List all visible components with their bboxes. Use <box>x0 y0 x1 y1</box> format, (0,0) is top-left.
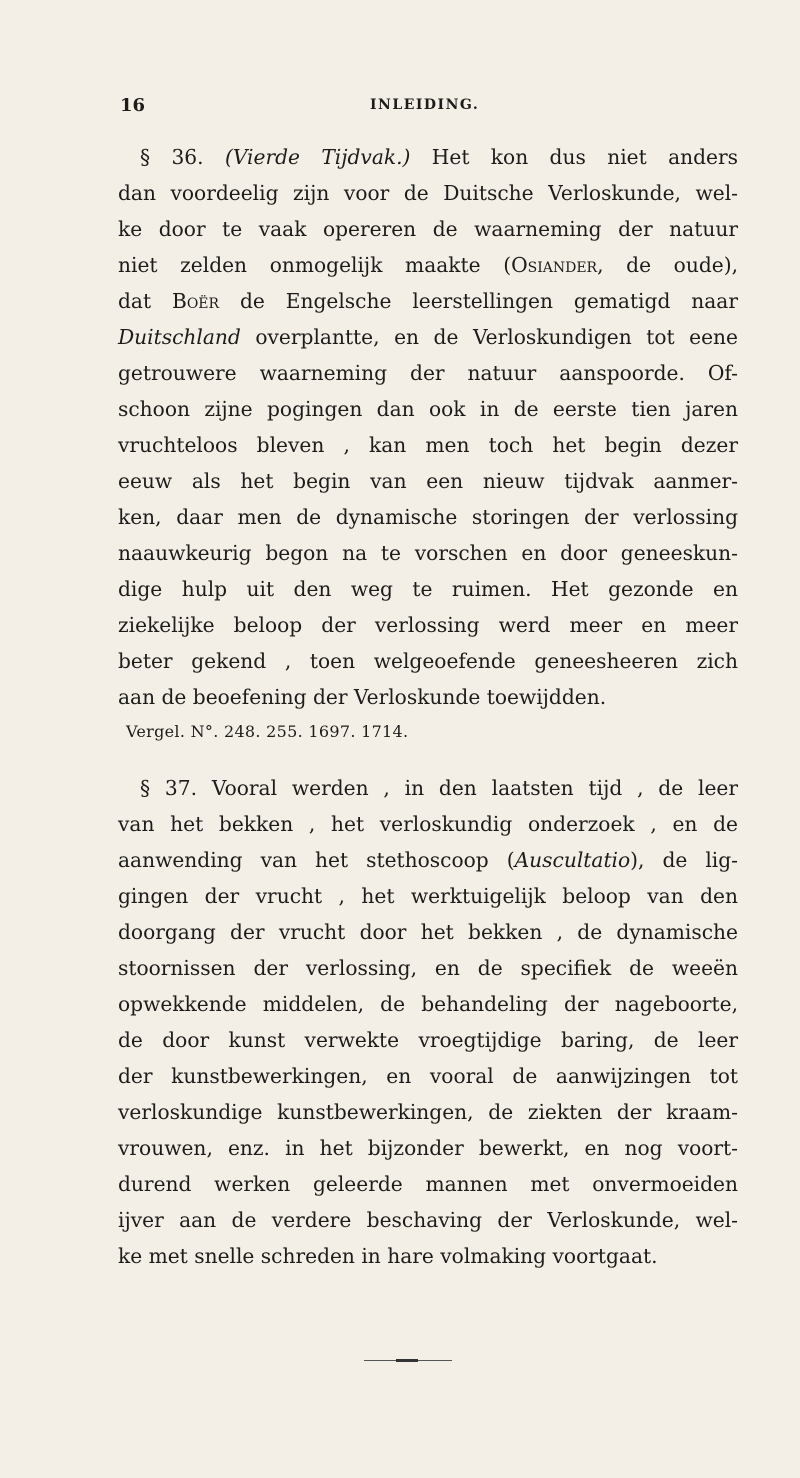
text-fragment: niet zelden onmogelijk maakte ( <box>118 253 512 277</box>
page-header <box>0 95 800 115</box>
text-line: aan de beoefening der Verloskunde toewijdden. <box>118 685 607 709</box>
text-line: dige hulp uit den weg te ruimen. Het gezonde en <box>118 577 738 601</box>
text-line: ijver aan de verdere beschaving der Verloskunde, wel- <box>118 1208 738 1232</box>
text-line: ke door te vaak opereren de waarneming der natuur <box>118 217 738 241</box>
author-name: Osiander <box>511 253 598 277</box>
text-fragment: , de oude), <box>597 253 738 277</box>
text-fragment: aanwending van het stethoscoop ( <box>118 848 515 872</box>
section-marker: § 37. <box>140 776 198 800</box>
text-line: ken, daar men de dynamische storingen der verlossing <box>118 505 738 529</box>
text-line: ziekelijke beloop der verlossing werd meer en meer <box>118 613 738 637</box>
section-title: (Vierde Tijdvak.) <box>224 145 411 169</box>
emphasis: Duitschland <box>118 325 241 349</box>
text-line: dan voordeelig zijn voor de Duitsche Verloskunde, wel- <box>118 181 738 205</box>
emphasis: Auscultatio <box>514 848 631 872</box>
text-line: ke met snelle schreden in hare volmaking voortgaat. <box>118 1244 658 1268</box>
text-line-fragment: Het kon dus niet anders <box>431 145 739 169</box>
text-line: naauwkeurig begon na te vorschen en door geneeskun- <box>118 541 738 565</box>
text-fragment: overplantte, en de Verloskundigen tot eene <box>240 325 738 349</box>
text-line: gingen der vrucht , het werktuigelijk beloop van den <box>118 884 738 908</box>
text-line: vruchteloos bleven , kan men toch het begin dezer <box>118 433 738 457</box>
text-line <box>118 850 738 870</box>
text-line: der kunstbewerkingen, en vooral de aanwijzingen tot <box>118 1064 738 1088</box>
text-line-fragment: Vooral werden , in den laatsten tijd , de leer <box>211 776 738 800</box>
text-fragment: de Engelsche leerstellingen gematigd naar <box>219 289 738 313</box>
text-line <box>118 327 738 347</box>
section-marker: § 36. <box>140 145 204 169</box>
end-rule <box>364 1360 452 1361</box>
text-line: vrouwen, enz. in het bijzonder bewerkt, en nog voort- <box>118 1136 738 1160</box>
reference-line: Vergel. N°. 248. 255. 1697. 1714. <box>126 722 409 741</box>
text-fragment: ), de lig- <box>630 848 738 872</box>
text-line <box>118 147 738 167</box>
text-line: verloskundige kunstbewerkingen, de ziekten der kraam- <box>118 1100 738 1124</box>
text-line <box>118 291 738 311</box>
text-line: de door kunst verwekte vroegtijdige baring, de leer <box>118 1028 738 1052</box>
running-head: INLEIDING. <box>370 97 480 113</box>
text-line: durend werken geleerde mannen met onvermoeiden <box>118 1172 738 1196</box>
text-line <box>118 255 738 275</box>
text-line: van het bekken , het verloskundig onderzoek , en de <box>118 812 738 836</box>
text-line: doorgang der vrucht door het bekken , de dynamische <box>118 920 738 944</box>
text-line: eeuw als het begin van een nieuw tijdvak aanmer- <box>118 469 738 493</box>
text-line: opwekkende middelen, de behandeling der nageboorte, <box>118 992 738 1016</box>
text-fragment: dat <box>118 289 172 313</box>
page-number: 16 <box>120 95 146 116</box>
text-line <box>118 778 738 798</box>
text-line: getrouwere waarneming der natuur aanspoorde. Of- <box>118 361 738 385</box>
text-line: schoon zijne pogingen dan ook in de eerste tien jaren <box>118 397 738 421</box>
text-line: beter gekend , toen welgeoefende geneesheeren zich <box>118 649 738 673</box>
text-line: stoornissen der verlossing, en de specifiek de weeën <box>118 956 738 980</box>
author-name: Boër <box>171 289 220 313</box>
